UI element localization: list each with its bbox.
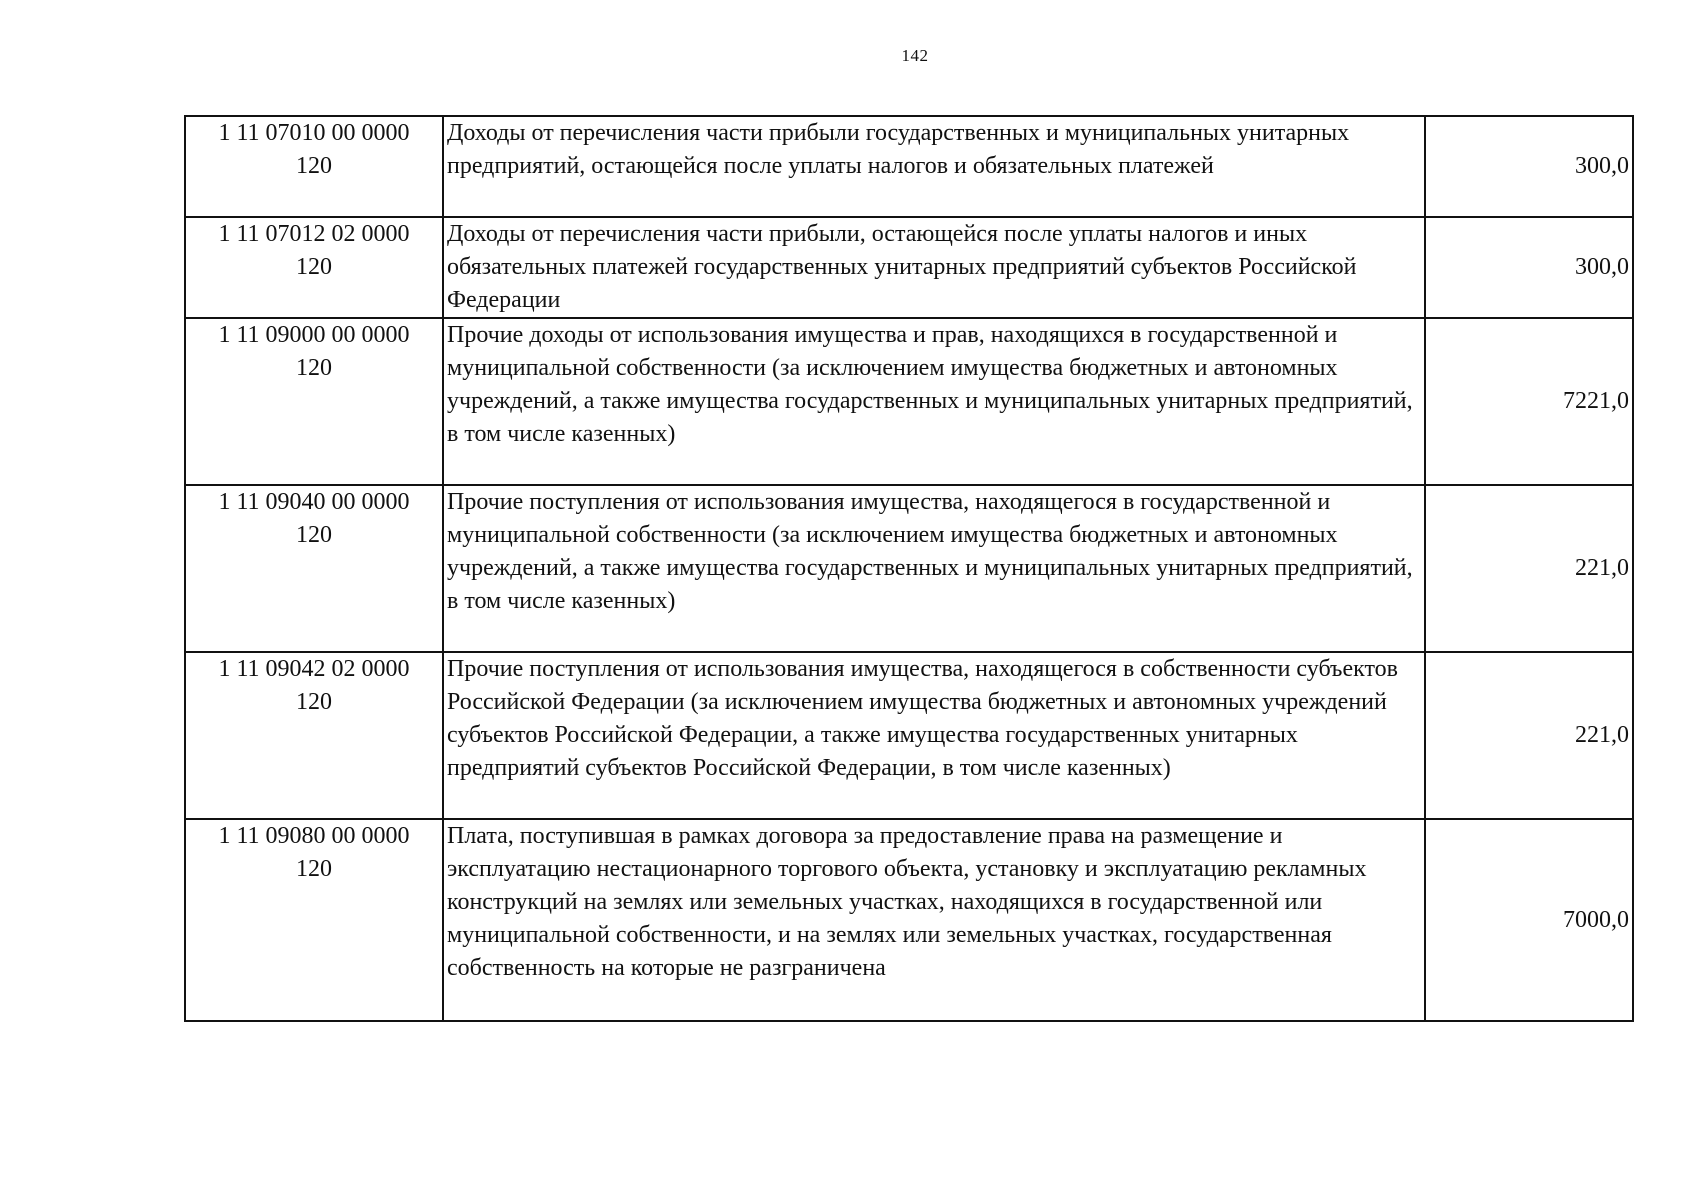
budget-code-cell [185,652,443,819]
page-number: 142 [901,46,929,65]
table-row [185,652,1633,819]
budget-code-cell [185,116,443,217]
revenue-description: Прочие поступления от использования имущества, находящегося в собственности субъектов Российской Федерации (за исключением имущества бюджетных и автономных учреждений субъектов Российской Федерации, а также имущества государственных унитарных предприятий субъектов Российской Федерации, в том числе казенных) [443,652,1425,819]
budget-code: 1 11 07010 00 0000 [218,120,410,146]
budget-code: 1 11 07012 02 0000 [218,221,410,247]
budget-code-suffix: 120 [296,689,332,715]
table-row [185,116,1633,217]
revenue-amount: 221,0 [1425,485,1633,652]
revenue-description: Плата, поступившая в рамках договора за предоставление права на размещение и эксплуатацию нестационарного торгового объекта, установку и эксплуатацию рекламных конструкций на землях или земельных участках, находящихся в государственной или муниципальной собственности, и на землях или земельных участках, государственная собственность на которые не разграничена [443,819,1425,1021]
budget-code: 1 11 09040 00 0000 [218,489,410,515]
budget-code-cell [185,318,443,485]
budget-code-suffix: 120 [296,856,332,882]
budget-code-cell [185,485,443,652]
budget-code-suffix: 120 [296,254,332,280]
revenue-amount: 7221,0 [1425,318,1633,485]
revenue-description: Доходы от перечисления части прибыли, остающейся после уплаты налогов и иных обязательных платежей государственных унитарных предприятий субъектов Российской Федерации [443,217,1425,318]
budget-code: 1 11 09000 00 0000 [218,322,410,348]
revenue-amount: 300,0 [1425,217,1633,318]
budget-code-suffix: 120 [296,355,332,381]
table-row [185,217,1633,318]
table-row [185,819,1633,1021]
revenue-amount: 300,0 [1425,116,1633,217]
revenue-description: Прочие поступления от использования имущества, находящегося в государственной и муниципальной собственности (за исключением имущества бюджетных и автономных учреждений, а также имущества государственных и муниципальных унитарных предприятий, в том числе казенных) [443,485,1425,652]
revenue-amount: 7000,0 [1425,819,1633,1021]
budget-code-cell [185,217,443,318]
budget-code-cell [185,819,443,1021]
budget-code: 1 11 09080 00 0000 [218,823,410,849]
table-row [185,485,1633,652]
budget-code-suffix: 120 [296,153,332,179]
revenue-table [184,115,1634,1022]
revenue-description: Доходы от перечисления части прибыли государственных и муниципальных унитарных предприятий, остающейся после уплаты налогов и обязательных платежей [443,116,1425,217]
table-row [185,318,1633,485]
revenue-description: Прочие доходы от использования имущества и прав, находящихся в государственной и муниципальной собственности (за исключением имущества бюджетных и автономных учреждений, а также имущества государственных и муниципальных унитарных предприятий, в том числе казенных) [443,318,1425,485]
budget-code-suffix: 120 [296,522,332,548]
revenue-amount: 221,0 [1425,652,1633,819]
budget-code: 1 11 09042 02 0000 [218,656,410,682]
